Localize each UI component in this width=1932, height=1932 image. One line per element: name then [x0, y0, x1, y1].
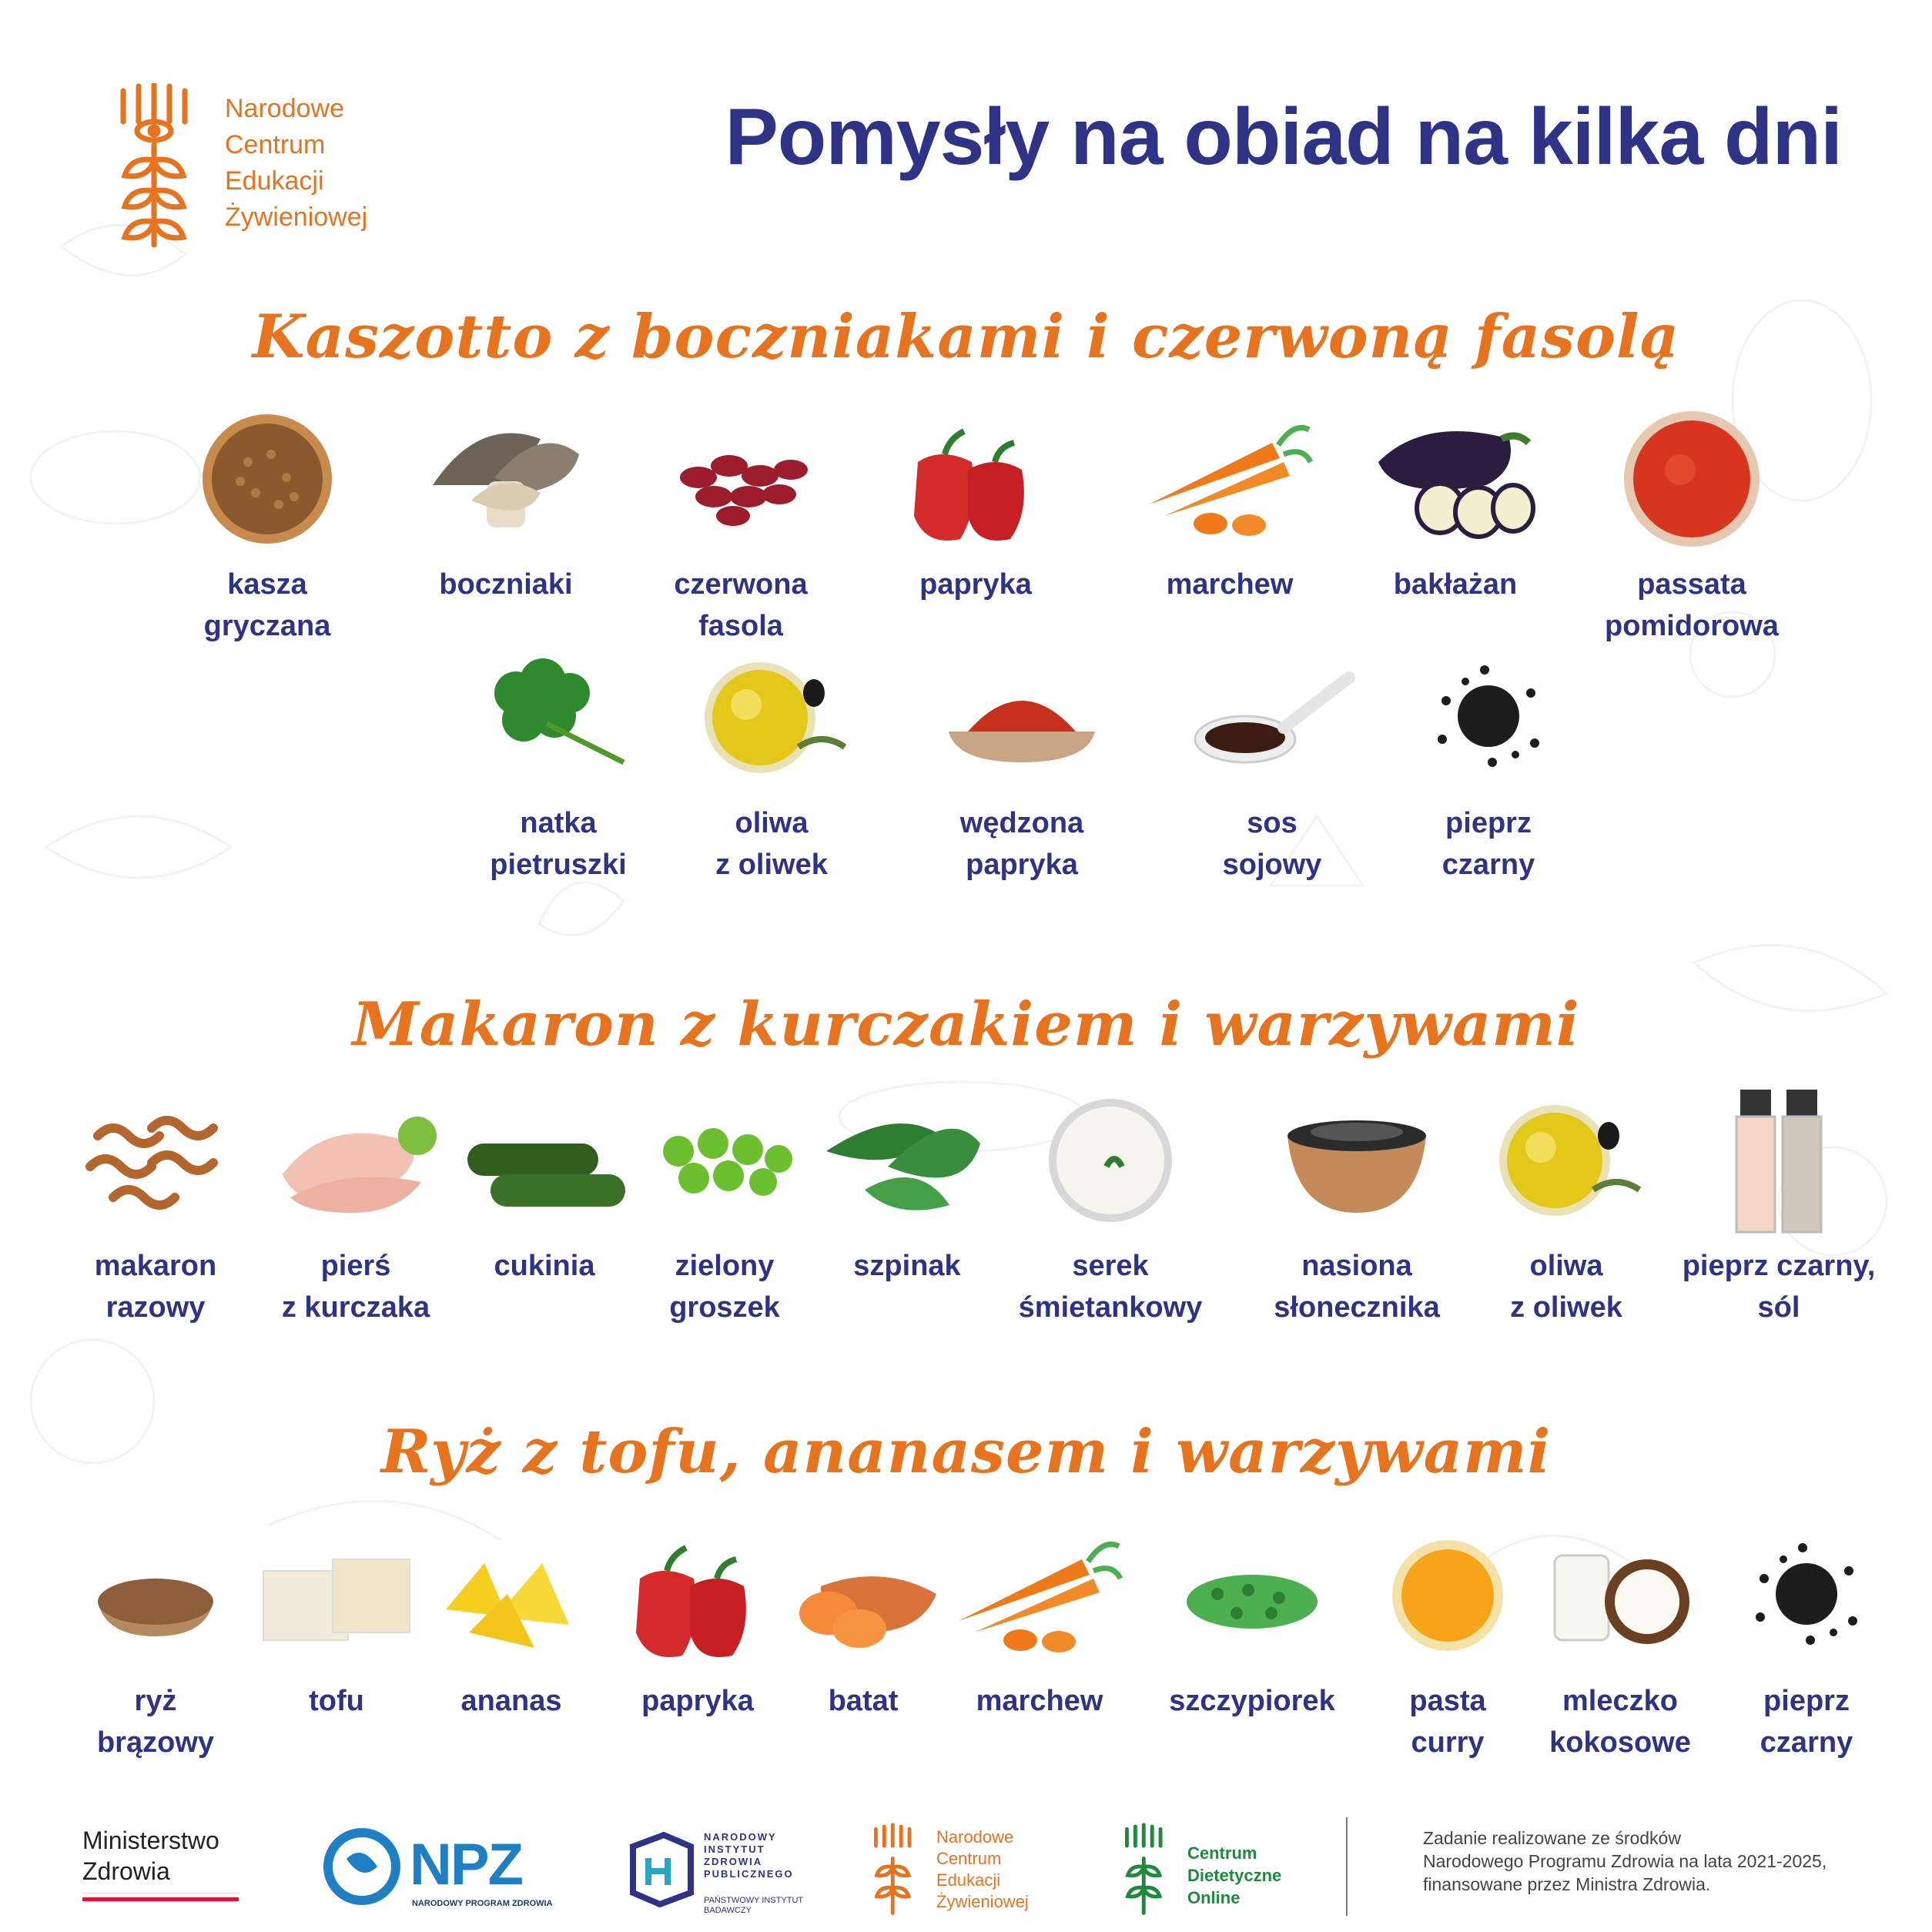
npz-name: NPZ [410, 1832, 522, 1897]
recipe-title-kaszotto: Kaszotto z boczniakami i czerwoną fasolą [252, 302, 1680, 372]
ingredient-item [632, 1090, 817, 1328]
nizp-sub-line: PAŃSTWOWY INSTYTUT [704, 1896, 804, 1905]
ingredient-item [1180, 647, 1364, 886]
ingredient-label: marchew [976, 1685, 1103, 1717]
nizp-line: NARODOWY [704, 1831, 777, 1843]
ingredient-label: szczypiorek [1169, 1685, 1335, 1717]
red-pepper-icon [609, 1525, 786, 1671]
ingredient-item [679, 647, 864, 886]
nizp-sub-line: BADAWCZY [704, 1906, 752, 1915]
ingredient-item [605, 1525, 790, 1722]
black-pepper-icon [1400, 647, 1577, 793]
ingredient-label: pieprz czarny, sól [1682, 1250, 1876, 1324]
nizp-logo [625, 1831, 841, 1916]
pineapple-icon [423, 1525, 600, 1671]
ingredient-item [1682, 1090, 1876, 1328]
olive-oil-icon [683, 647, 860, 793]
ingredient-label: cukinia [494, 1250, 595, 1282]
footer [0, 1810, 1932, 1932]
ingredient-item [648, 408, 833, 647]
nizp-line: INSTYTUT [704, 1843, 765, 1855]
ingredient-label: pierś z kurczaka [281, 1250, 430, 1324]
cdo-line: Online [1187, 1888, 1241, 1907]
ingredient-label: makaron razowy [94, 1250, 217, 1324]
npz-circle-icon [323, 1828, 400, 1905]
polish-flag-icon [82, 1893, 239, 1901]
ncez-line: Żywieniowej [936, 1892, 1029, 1911]
logo-line: Centrum [225, 130, 326, 159]
funding-note [1423, 1827, 1885, 1896]
ingredient-item [63, 1525, 248, 1763]
footer-divider [1346, 1817, 1348, 1916]
zucchini-icon [456, 1090, 633, 1236]
nizp-mark-icon [625, 1831, 696, 1908]
ingredient-label: papryka [641, 1685, 754, 1717]
recipe-title-makaron: Makaron z kurczakiem i warzywami [352, 989, 1580, 1060]
ncez-line: Narodowe [936, 1827, 1014, 1847]
wheat-logo-icon [872, 1822, 918, 1918]
ingredient-item [1396, 647, 1581, 886]
ingredient-item [1599, 408, 1784, 647]
cream-cheese-icon [1022, 1090, 1199, 1236]
funding-line: Narodowego Programu Zdrowia na lata 2021-2025, [1423, 1851, 1827, 1871]
olive-oil-icon [1478, 1090, 1655, 1236]
ingredient-item [1137, 408, 1322, 605]
ingredient-label: pasta curry [1409, 1685, 1486, 1759]
ingredient-item [1018, 1090, 1203, 1328]
tofu-icon [248, 1525, 425, 1671]
ingredient-item [1363, 408, 1548, 605]
nizp-line: PUBLICZNEGO [704, 1868, 794, 1880]
ingredient-label: pieprz czarny [1760, 1685, 1853, 1759]
ingredient-label: passata pomidorowa [1605, 568, 1779, 642]
ingredient-label: oliwa z oliwek [1510, 1250, 1622, 1324]
ingredient-label: wędzona papryka [959, 807, 1084, 881]
ncez-line: Edukacji [936, 1870, 1001, 1890]
carrot-icon [951, 1525, 1128, 1671]
ingredient-label: oliwa z oliwek [715, 807, 828, 881]
recipe-title-ryz: Ryż z tofu, ananasem i warzywami [380, 1417, 1552, 1487]
ministry-line: Zdrowia [82, 1857, 170, 1885]
sweet-potato-icon [775, 1525, 952, 1671]
coconut-milk-icon [1532, 1525, 1709, 1671]
ingredient-item [815, 1090, 999, 1287]
curry-paste-icon [1359, 1525, 1536, 1671]
red-pepper-icon [887, 408, 1064, 554]
salt-pepper-grinders-icon [1690, 1090, 1867, 1236]
ingredient-item [1714, 1525, 1899, 1763]
ingredient-item [414, 408, 598, 605]
spinach-icon [819, 1090, 996, 1236]
wheat-logo-icon [116, 83, 200, 249]
ingredient-label: papryka [919, 568, 1032, 601]
ingredient-item [1528, 1525, 1713, 1763]
ingredient-item [419, 1525, 604, 1722]
logo-line: Edukacji [225, 166, 324, 196]
logo-line: Narodowe [225, 94, 344, 123]
sunflower-seeds-icon [1268, 1090, 1445, 1236]
ingredient-item [244, 1525, 429, 1722]
ingredient-item [947, 1525, 1132, 1722]
ingredient-item [63, 1090, 248, 1328]
wholegrain-pasta-icon [67, 1090, 244, 1236]
page-title: Pomysły na obiad na kilka dni [725, 92, 1842, 182]
npz-subtitle: NARODOWY PROGRAM ZDROWIA [412, 1899, 553, 1908]
ingredient-item [1264, 1090, 1449, 1328]
brown-rice-icon [67, 1525, 244, 1671]
ingredient-label: mleczko kokosowe [1549, 1685, 1691, 1759]
green-peas-icon [636, 1090, 813, 1236]
parsley-icon [470, 647, 647, 793]
logo-line: Żywieniowej [225, 203, 368, 232]
nizp-line: ZDROWIA [704, 1856, 763, 1867]
cdo-line: Dietetyczne [1187, 1866, 1282, 1885]
ingredient-label: ryż brązowy [96, 1685, 215, 1759]
ingredient-label: tofu [309, 1685, 364, 1717]
cdo-wheat-icon [1123, 1822, 1169, 1918]
eggplant-icon [1367, 408, 1544, 554]
oyster-mushrooms-icon [417, 408, 594, 554]
cdo-line: Centrum [1187, 1843, 1257, 1863]
cdo-logo [1123, 1822, 1323, 1922]
chicken-breast-icon [267, 1090, 444, 1236]
ingredient-item [466, 647, 651, 886]
ingredient-item [771, 1525, 956, 1722]
black-pepper-icon [1718, 1525, 1895, 1671]
ingredient-item [1474, 1090, 1659, 1328]
carrot-icon [1141, 408, 1318, 554]
ingredient-item [452, 1090, 637, 1287]
ingredient-label: serek śmietankowy [1018, 1250, 1203, 1324]
ministry-line: Ministerstwo [82, 1827, 219, 1854]
soy-sauce-spoon-icon [1184, 647, 1361, 793]
ingredient-label: czerwona fasola [674, 568, 808, 642]
npz-logo [323, 1825, 553, 1910]
funding-line: finansowane przez Ministra Zdrowia. [1423, 1874, 1711, 1894]
ingredient-label: batat [828, 1685, 899, 1717]
ncez-footer-logo [872, 1822, 1072, 1922]
ingredient-label: sos sojowy [1222, 807, 1322, 881]
ingredient-item [263, 1090, 448, 1328]
ncez-line: Centrum [936, 1849, 1002, 1868]
ingredient-label: ananas [460, 1685, 562, 1717]
ingredient-label: kasza gryczana [203, 568, 331, 642]
ministry-of-health-logo [82, 1825, 239, 1901]
ingredient-label: boczniaki [439, 568, 573, 601]
ingredient-item [1355, 1525, 1540, 1763]
ingredient-item [1160, 1525, 1344, 1722]
smoked-paprika-icon [933, 647, 1110, 793]
ncez-header-logo [116, 83, 424, 249]
chives-icon [1164, 1525, 1341, 1671]
ingredient-label: natka pietruszki [490, 807, 627, 881]
ingredient-item [883, 408, 1068, 605]
tomato-passata-icon [1603, 408, 1780, 554]
ingredient-label: bakłażan [1393, 568, 1518, 601]
ingredient-label: nasiona słonecznika [1274, 1250, 1440, 1324]
ingredient-label: zielony groszek [669, 1250, 780, 1324]
ingredient-item [929, 647, 1114, 886]
ingredient-item [175, 408, 360, 647]
red-beans-icon [652, 408, 829, 554]
funding-line: Zadanie realizowane ze środków [1423, 1828, 1681, 1848]
ingredient-label: pieprz czarny [1441, 807, 1535, 881]
ingredient-label: marchew [1166, 568, 1294, 601]
ingredient-label: szpinak [853, 1250, 961, 1282]
buckwheat-bowl-icon [179, 408, 356, 554]
